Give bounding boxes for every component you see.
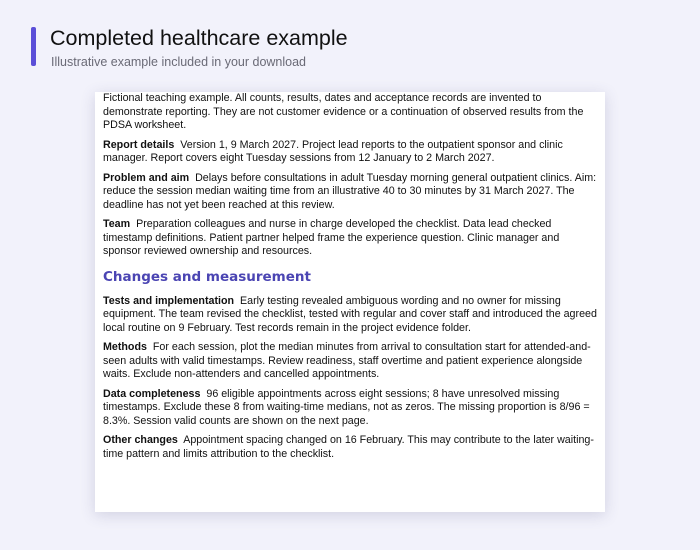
team-paragraph bbox=[103, 218, 597, 259]
paragraph-lead: Methods bbox=[103, 341, 147, 353]
methods-paragraph bbox=[103, 341, 597, 382]
report-details-paragraph bbox=[103, 139, 597, 166]
paragraph-lead: Problem and aim bbox=[103, 171, 190, 184]
paragraph-text: Early testing revealed ambiguous wording and no owner for missing equipment. The team revised the checklist, tested with regular and cover staff and introduced the agreed local routine on 9 February. Test records remain in the project evidence folder. bbox=[103, 294, 597, 334]
paragraph-lead: Team bbox=[103, 218, 131, 230]
intro-paragraph: Fictional teaching example. All counts, results, dates and acceptance records are invented to demonstrate reporting. They are not customer evidence or a continuation of observed results from the PDSA worksheet. bbox=[103, 92, 584, 131]
paragraph-text: Appointment spacing changed on 16 February. This may contribute to the later waiting-time pattern and limits attribution to the checklist. bbox=[103, 434, 594, 460]
other-changes-paragraph bbox=[103, 434, 597, 461]
paragraph-text: Delays before consultations in adult Tuesday morning general outpatient clinics. Aim: reduce the session median waiting time from an illustrative 40 to 30 minutes by 31 March 2027. The deadline has not yet been reached at this review. bbox=[103, 171, 597, 211]
data-completeness-paragraph bbox=[103, 388, 597, 429]
header-accent-bar bbox=[31, 27, 36, 66]
paragraph-text: 96 eligible appointments across eight sessions; 8 have unresolved missing timestamps. Exclude these 8 from waiting-time medians, not as zeros. The missing proportion is 8/96 = 8.3%. Session valid counts are shown on the next page. bbox=[103, 387, 590, 427]
paragraph-text: Version 1, 9 March 2027. Project lead reports to the outpatient sponsor and clinic manager. Report covers eight Tuesday sessions from 12 January to 2 March 2027. bbox=[103, 138, 563, 164]
section-heading: Changes and measurement bbox=[103, 268, 311, 285]
tests-and-implementation-paragraph bbox=[103, 295, 597, 336]
paragraph-lead: Data completeness bbox=[103, 387, 201, 400]
paragraph-lead: Report details bbox=[103, 138, 175, 151]
paragraph-lead: Tests and implementation bbox=[103, 294, 235, 307]
paragraph-text: Preparation colleagues and nurse in charge developed the checklist. Data lead checked timestamp definitions. Patient partner helped frame the experience question. Clinic manager and sponsor reviewed ownership and resources. bbox=[103, 218, 560, 257]
paragraph-text: For each session, plot the median minutes from arrival to consultation start for attended-and-seen adults with valid timestamps. Review readiness, staff overtime and patient experience alongside waits. Exclude non-attenders and cancelled appointments. bbox=[103, 341, 591, 380]
problem-and-aim-paragraph bbox=[103, 172, 597, 213]
page-subtitle: Illustrative example included in your download bbox=[51, 55, 307, 69]
document-page bbox=[95, 92, 605, 512]
page-title: Completed healthcare example bbox=[50, 26, 348, 50]
document-content bbox=[103, 92, 597, 467]
paragraph-lead: Other changes bbox=[103, 434, 178, 446]
